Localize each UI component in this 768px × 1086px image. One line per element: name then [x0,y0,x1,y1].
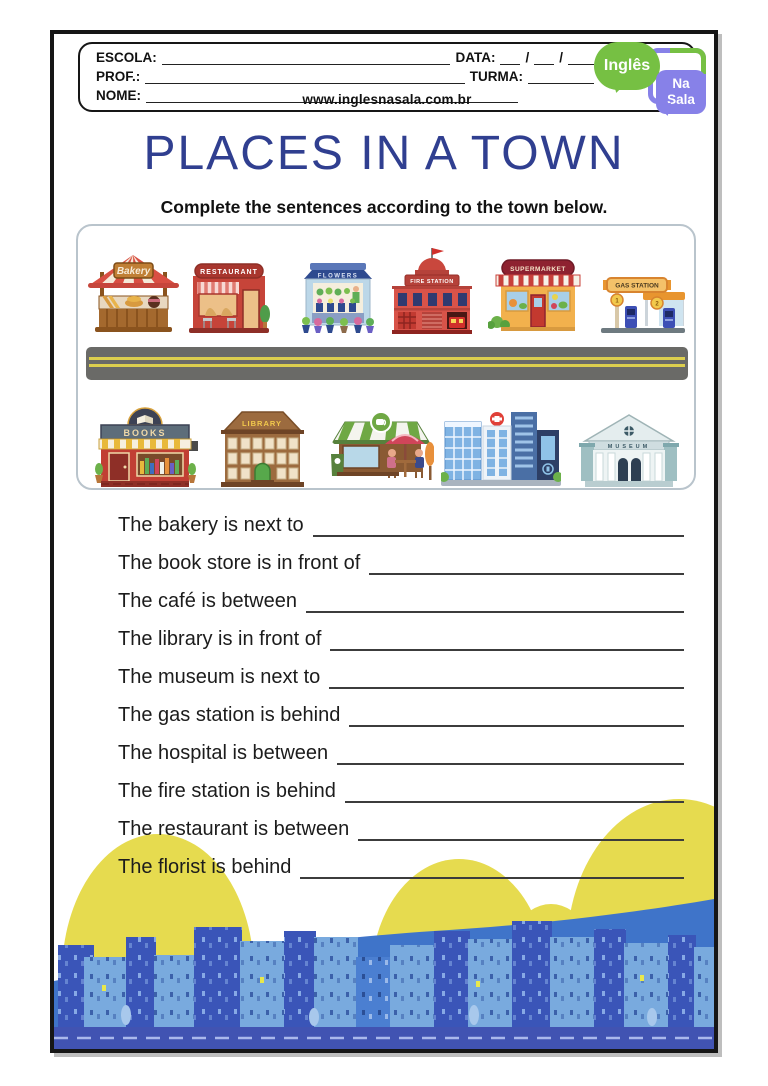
gas-pump-number-2: 2 [655,301,659,308]
class-field[interactable] [528,69,594,84]
sentence-row [118,841,684,879]
date-year-field[interactable] [568,50,594,65]
sentence-row [118,727,684,765]
sentence-text: The fire station is behind [118,780,336,802]
logo-word-ingles: Inglês [603,57,651,74]
answer-blank-3[interactable] [306,587,684,613]
sentence-text: The gas station is behind [118,704,341,726]
answer-blank-2[interactable] [369,549,684,575]
gas-pump-number-1: 1 [615,298,619,305]
prof-field[interactable] [145,69,464,84]
sentence-row [118,499,684,537]
answer-blank-5[interactable] [329,663,684,689]
name-label: NOME: [96,88,141,103]
logo-word-sala: Sala [667,92,695,107]
book-store-illustration [93,403,198,488]
road-illustration [86,347,688,380]
prof-label: PROF.: [96,69,141,84]
restaurant-illustration [187,262,271,334]
supermarket-illustration [488,256,588,334]
date-slash-2: / [559,50,563,65]
bakery-illustration [86,252,181,334]
sentence-row [118,575,684,613]
instructions: Complete the sentences according to the town below. [160,197,608,217]
answer-blank-8[interactable] [345,777,684,803]
answer-blank-10[interactable] [300,853,684,879]
sentence-text: The bakery is next to [118,514,304,536]
gas-station-illustration [599,272,687,334]
page-title: PLACES IN A TOWN [143,127,625,180]
road-line [89,357,685,360]
school-field[interactable] [162,50,451,65]
date-slash-1: / [525,50,530,65]
hospital-illustration [441,406,561,488]
fire-station-sign: FIRE STATION [410,279,454,285]
florist-illustration [298,259,378,334]
answer-blank-4[interactable] [330,625,684,651]
sentence-row [118,613,684,651]
sentence-text: The museum is next to [118,666,321,688]
school-label: ESCOLA: [96,50,157,65]
class-label: TURMA: [469,69,523,84]
fire-station-illustration [389,246,475,334]
florist-sign: FLOWERS [317,273,359,280]
website-url: www.inglesnasala.com.br [302,92,472,107]
sentence-row [118,765,684,803]
sentence-row [118,651,684,689]
sentence-text: The florist is behind [118,856,292,878]
date-day-field[interactable] [500,50,520,65]
prof-row [96,69,594,84]
sentence-row [118,803,684,841]
sentence-list [118,499,684,879]
logo-word-na: Na [672,76,690,92]
sentence-text: The book store is in front of [118,552,361,574]
sentence-text: The hospital is between [118,742,329,764]
bakery-sign: Bakery [116,266,151,277]
date-label: DATA: [455,50,496,65]
answer-blank-6[interactable] [349,701,684,727]
restaurant-sign: RESTAURANT [200,269,258,276]
supermarket-sign: SUPERMARKET [510,266,566,273]
logo-speech-bubble-purple [656,70,706,114]
sentence-text: The library is in front of [118,628,322,650]
gas-station-sign: GAS STATION [615,282,659,290]
cafe-illustration [329,408,434,488]
school-row [96,50,594,65]
town-illustration-box [76,224,696,490]
sentence-row [118,689,684,727]
date-month-field[interactable] [534,50,554,65]
page-border-frame [50,30,718,1053]
ingles-na-sala-logo [592,34,716,122]
answer-blank-7[interactable] [337,739,684,765]
book-store-sign: BOOKS [123,428,167,438]
museum-sign: MUSEUM [607,444,651,450]
museum-illustration [579,413,679,488]
sentence-row [118,537,684,575]
sentence-text: The restaurant is between [118,818,350,840]
answer-blank-1[interactable] [313,511,684,537]
sentence-text: The café is between [118,590,297,612]
library-illustration [215,408,310,488]
library-sign: LIBRARY [241,419,283,428]
logo-speech-bubble-green [594,42,660,90]
road-line [89,364,685,367]
answer-blank-9[interactable] [358,815,684,841]
